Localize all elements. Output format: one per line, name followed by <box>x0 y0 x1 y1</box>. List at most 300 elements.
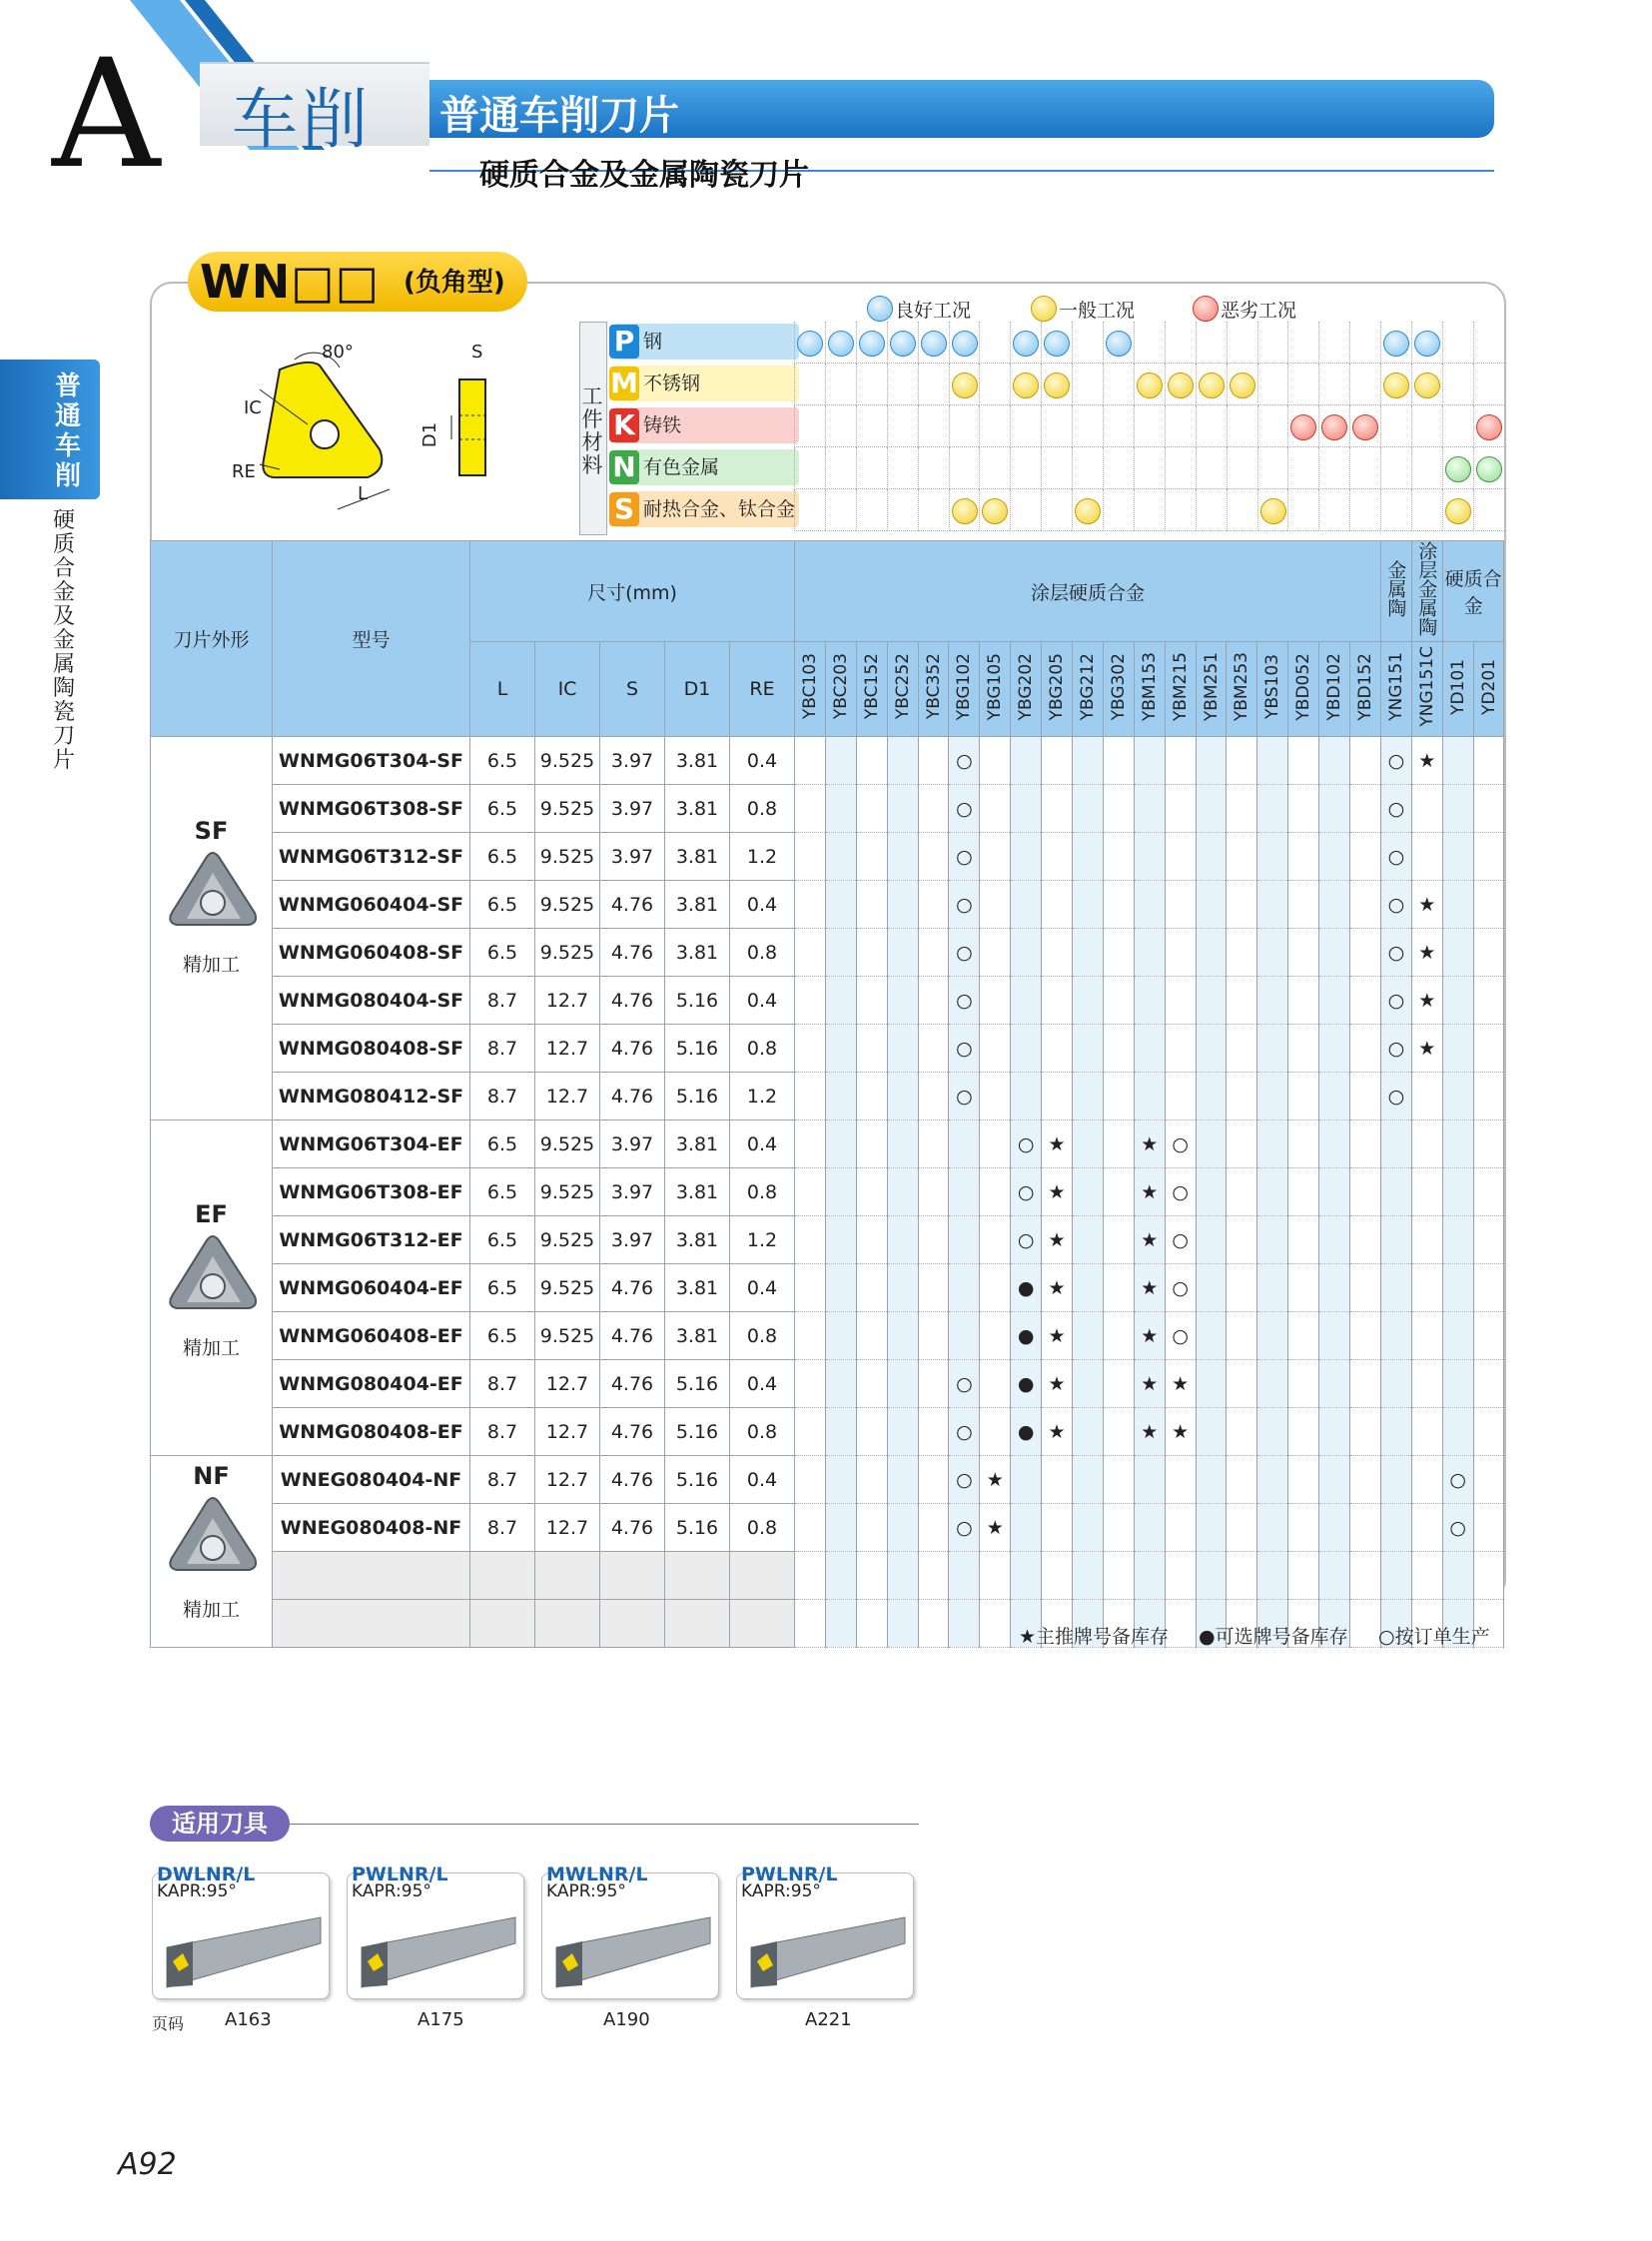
material-grid-cell <box>1165 322 1196 364</box>
tool-holder-icon <box>737 1907 911 1997</box>
material-grid-cell <box>794 489 825 531</box>
grade-cell <box>1165 1456 1196 1504</box>
dim-cell: 3.81 <box>665 833 730 881</box>
grade-cell <box>1319 1264 1350 1312</box>
dim-cell: 0.8 <box>730 1312 795 1360</box>
grade-label: YNG151C <box>1416 646 1437 727</box>
grade-cell <box>1288 1360 1319 1408</box>
grade-cell <box>918 1168 949 1216</box>
grade-cell: ○ <box>949 833 980 881</box>
grade-cell <box>825 1456 856 1504</box>
material-grid-cell <box>1010 489 1041 531</box>
chapter-title: 车削 <box>232 81 372 158</box>
grade-cell <box>1319 1073 1350 1120</box>
grade-cell <box>1227 833 1257 881</box>
grade-label: YBG302 <box>1108 652 1129 721</box>
dim-cell: 3.81 <box>665 929 730 977</box>
dim-cell: 0.4 <box>730 977 795 1025</box>
grade-cell: ★ <box>1165 1408 1196 1456</box>
condition-icon <box>952 498 978 524</box>
grade-cell <box>1165 785 1196 833</box>
grade-cell: ○ <box>1165 1264 1196 1312</box>
grade-cell <box>856 1073 887 1120</box>
grade-cell: ○ <box>1380 881 1411 929</box>
condition-icon <box>1414 331 1440 357</box>
grade-cell <box>1073 833 1104 881</box>
dim-cell: 6.5 <box>470 833 535 881</box>
grade-cell <box>1257 1216 1288 1264</box>
grade-cell <box>1073 737 1104 785</box>
material-grid-cell <box>1349 364 1380 405</box>
grade-cell <box>1473 1456 1504 1504</box>
grade-cell: ★ <box>1042 1264 1073 1312</box>
grade-cell <box>949 1168 980 1216</box>
grade-label: YBG105 <box>985 652 1006 721</box>
grade-cell <box>1257 1025 1288 1073</box>
grade-cell <box>1442 833 1473 881</box>
grade-cell <box>1227 1456 1257 1504</box>
group-code: EF <box>195 1200 228 1228</box>
material-name-s: 耐热合金、钛合金 <box>643 498 796 520</box>
grade-cell <box>1103 1552 1134 1600</box>
grade-cell <box>1442 1168 1473 1216</box>
table-row <box>151 1456 1504 1504</box>
diagram-d1-label: D1 <box>419 421 441 448</box>
condition-icon <box>952 373 978 398</box>
grade-cell <box>1042 833 1073 881</box>
chapter-letter: A <box>52 28 161 202</box>
grade-cell <box>918 1073 949 1120</box>
grade-cell <box>1227 1025 1257 1073</box>
grade-cell <box>1196 1264 1227 1312</box>
dim-cell: 0.4 <box>730 1120 795 1168</box>
grade-cell <box>856 1025 887 1073</box>
model-cell: WNEG080408-NF <box>273 1504 470 1552</box>
grade-cell: ○ <box>949 977 980 1025</box>
grade-cell <box>1319 737 1350 785</box>
grade-cell <box>1442 1360 1473 1408</box>
header-cermet <box>1380 541 1411 642</box>
table-row <box>151 977 1504 1025</box>
grade-cell <box>887 977 918 1025</box>
grade-cell <box>1257 881 1288 929</box>
good-condition-label: 良好工况 <box>895 300 972 322</box>
dim-cell: 0.8 <box>730 929 795 977</box>
grade-cell <box>1319 1456 1350 1504</box>
material-grid-cell <box>825 489 856 531</box>
spec-table <box>150 540 1504 1648</box>
material-grid-cell <box>1318 322 1349 364</box>
tool-name: MWLNR/L <box>546 1864 648 1885</box>
grade-cell <box>1042 737 1073 785</box>
grade-cell <box>1073 1408 1104 1456</box>
grade-cell <box>825 1504 856 1552</box>
grade-cell <box>887 1552 918 1600</box>
grade-cell <box>949 1120 980 1168</box>
dim-cell: 6.5 <box>470 1168 535 1216</box>
grade-label: YBM253 <box>1232 651 1252 722</box>
model-cell: WNEG080404-NF <box>273 1456 470 1504</box>
grade-cell <box>1411 1408 1442 1456</box>
grade-cell <box>1011 929 1042 977</box>
grade-cell <box>856 785 887 833</box>
grade-cell <box>1134 1073 1165 1120</box>
material-name-k: 铸铁 <box>643 414 682 436</box>
grade-cell <box>1103 1456 1134 1504</box>
tool-card[interactable] <box>152 1864 330 1999</box>
grade-cell <box>1134 785 1165 833</box>
tool-card[interactable] <box>347 1864 524 1999</box>
dim-cell <box>665 1600 730 1648</box>
material-name-p: 钢 <box>643 331 663 353</box>
grade-cell <box>1073 977 1104 1025</box>
material-grid-cell <box>1134 447 1165 489</box>
material-grid-cell <box>1318 489 1349 531</box>
grade-cell: ○ <box>949 737 980 785</box>
dim-cell: 0.4 <box>730 881 795 929</box>
dim-cell: 0.8 <box>730 785 795 833</box>
grade-cell <box>1042 929 1073 977</box>
grade-cell: ○ <box>1165 1216 1196 1264</box>
grade-cell <box>1042 1456 1073 1504</box>
grade-cell <box>1196 1456 1227 1504</box>
material-grid-cell <box>1257 364 1288 405</box>
grade-cell: ○ <box>949 1456 980 1504</box>
grade-cell <box>1288 1312 1319 1360</box>
material-grid-cell <box>1134 322 1165 364</box>
grade-cell <box>887 1600 918 1648</box>
grade-cell <box>1350 881 1381 929</box>
grade-cell <box>856 1408 887 1456</box>
grade-cell <box>1042 1552 1073 1600</box>
grade-cell <box>825 929 856 977</box>
subtitle: 硬质合金及金属陶瓷刀片 <box>479 158 809 193</box>
grade-cell <box>795 1552 826 1600</box>
dim-cell: 0.8 <box>730 1408 795 1456</box>
grade-cell <box>1380 1168 1411 1216</box>
grade-label: YBD052 <box>1293 652 1314 721</box>
material-grid-cell <box>1196 322 1227 364</box>
condition-icon <box>1075 498 1101 524</box>
material-grid-cell <box>1041 489 1072 531</box>
grade-cell <box>825 1264 856 1312</box>
grade-cell <box>980 929 1011 977</box>
grade-cell <box>887 1025 918 1073</box>
tool-page-number: A175 <box>417 2009 464 2030</box>
grade-cell <box>1257 1360 1288 1408</box>
grade-cell <box>1073 1360 1104 1408</box>
dim-cell: 6.5 <box>470 1264 535 1312</box>
dim-cell: 3.97 <box>600 1216 665 1264</box>
grade-cell <box>1257 1312 1288 1360</box>
tool-kapr: KAPR:95° <box>157 1881 237 1901</box>
grade-cell <box>1042 881 1073 929</box>
tool-card[interactable] <box>736 1864 914 1999</box>
table-row <box>151 929 1504 977</box>
material-name-n: 有色金属 <box>643 456 720 478</box>
material-grid-cell <box>949 405 980 447</box>
grade-cell <box>1257 1073 1288 1120</box>
grade-cell: ★ <box>1411 881 1442 929</box>
material-letter-m: M <box>610 367 638 399</box>
header-dim-l: L <box>470 642 535 737</box>
dim-cell: 9.525 <box>535 1168 600 1216</box>
dim-cell: 3.81 <box>665 1216 730 1264</box>
grade-cell <box>1319 1552 1350 1600</box>
material-letter-s: S <box>609 492 639 526</box>
grade-label: YBC152 <box>861 653 882 720</box>
grade-cell: ★ <box>1134 1360 1165 1408</box>
grade-cell <box>1288 1504 1319 1552</box>
grade-cell <box>795 1073 826 1120</box>
grade-cell: ○ <box>949 785 980 833</box>
grade-cell <box>1442 1312 1473 1360</box>
grade-cell <box>1350 1600 1381 1648</box>
condition-icon <box>828 331 854 357</box>
grade-cell <box>1257 977 1288 1025</box>
grade-cell <box>1196 929 1227 977</box>
grade-cell <box>1288 1120 1319 1168</box>
grade-cell <box>887 1504 918 1552</box>
grade-cell <box>795 1168 826 1216</box>
material-grid-cell <box>794 447 825 489</box>
material-letter-k: K <box>609 408 639 442</box>
grade-cell <box>856 1456 887 1504</box>
grade-cell <box>887 833 918 881</box>
condition-icon <box>1352 414 1378 440</box>
header-cermet-label: 金属陶 <box>1384 560 1407 617</box>
grade-cell <box>1411 1168 1442 1216</box>
grade-cell <box>1227 1552 1257 1600</box>
grade-cell <box>918 1408 949 1456</box>
model-cell: WNMG080408-SF <box>273 1025 470 1073</box>
group-cell-nf <box>151 1456 273 1648</box>
grade-cell <box>1473 1025 1504 1073</box>
grade-cell <box>1134 977 1165 1025</box>
tool-card[interactable] <box>541 1864 719 1999</box>
header-coated-cermet <box>1411 541 1442 642</box>
grade-cell <box>1103 977 1134 1025</box>
dim-cell: 8.7 <box>470 1073 535 1120</box>
grade-cell <box>1196 1312 1227 1360</box>
material-grid-cell <box>1257 447 1288 489</box>
tool-holder-icon <box>348 1907 521 1997</box>
grade-cell <box>1011 1025 1042 1073</box>
table-row <box>151 881 1504 929</box>
grade-cell <box>1196 977 1227 1025</box>
grade-cell <box>825 1120 856 1168</box>
grade-cell <box>1288 1552 1319 1600</box>
grade-cell <box>887 737 918 785</box>
dim-cell: 6.5 <box>470 1216 535 1264</box>
grade-cell <box>980 1312 1011 1360</box>
grade-cell <box>795 1408 826 1456</box>
material-grid-cell <box>918 405 949 447</box>
grade-cell <box>1319 1120 1350 1168</box>
dim-cell: 4.76 <box>600 977 665 1025</box>
grade-cell <box>1227 1408 1257 1456</box>
grade-cell: ○ <box>1165 1168 1196 1216</box>
grade-cell <box>980 1120 1011 1168</box>
grade-cell <box>1042 785 1073 833</box>
grade-cell <box>795 1600 826 1648</box>
grade-cell: ○ <box>1380 1073 1411 1120</box>
grade-cell: ★ <box>980 1456 1011 1504</box>
material-grid-cell <box>1287 447 1318 489</box>
table-row <box>151 833 1504 881</box>
grade-cell <box>1073 929 1104 977</box>
grade-cell <box>918 1600 949 1648</box>
grade-cell <box>918 1552 949 1600</box>
grade-cell <box>918 881 949 929</box>
grade-cell <box>980 881 1011 929</box>
diagram-ic-label: IC <box>244 397 262 418</box>
condition-icon <box>1445 498 1471 524</box>
grade-cell <box>856 1168 887 1216</box>
header-grade <box>825 642 856 737</box>
bad-condition-icon <box>1193 296 1219 322</box>
dim-cell: 1.2 <box>730 1216 795 1264</box>
condition-icon <box>890 331 916 357</box>
condition-icon <box>1260 498 1286 524</box>
model-cell: WNMG06T304-EF <box>273 1120 470 1168</box>
dim-cell: 9.525 <box>535 1312 600 1360</box>
material-grid-cell <box>1165 489 1196 531</box>
header-grade <box>1073 642 1104 737</box>
grade-cell: ○ <box>1380 833 1411 881</box>
grade-cell <box>1442 785 1473 833</box>
grade-cell <box>1442 1073 1473 1120</box>
material-grid-cell <box>1103 447 1134 489</box>
grade-cell: ○ <box>949 1025 980 1073</box>
grade-cell <box>1442 929 1473 977</box>
grade-cell <box>1257 1552 1288 1600</box>
sidebar-sub-label: 硬质合金及金属陶瓷刀片 <box>52 508 75 773</box>
condition-icon <box>1445 456 1471 482</box>
dim-cell: 4.76 <box>600 1408 665 1456</box>
dim-cell <box>600 1552 665 1600</box>
material-axis-label: 工件材料 <box>581 384 603 477</box>
grade-cell <box>949 1600 980 1648</box>
material-grid-cell <box>1196 447 1227 489</box>
dim-cell: 3.81 <box>665 1312 730 1360</box>
grade-cell <box>1042 1025 1073 1073</box>
grade-cell: ★ <box>1134 1216 1165 1264</box>
grade-cell <box>1350 1120 1381 1168</box>
model-cell: WNMG060408-EF <box>273 1312 470 1360</box>
grade-cell <box>918 1216 949 1264</box>
grade-cell: ★ <box>1134 1168 1165 1216</box>
grade-cell: ★ <box>1165 1360 1196 1408</box>
condition-icon <box>952 331 978 357</box>
dim-cell: 12.7 <box>535 1025 600 1073</box>
grade-cell <box>856 1600 887 1648</box>
dim-cell: 4.76 <box>600 929 665 977</box>
grade-label: YBS103 <box>1262 654 1283 719</box>
material-grid-cell <box>1349 322 1380 364</box>
grade-cell <box>1073 785 1104 833</box>
grade-cell <box>1134 1456 1165 1504</box>
condition-icon <box>1168 373 1194 398</box>
material-grid-cell <box>887 405 918 447</box>
dim-cell: 12.7 <box>535 977 600 1025</box>
material-grid-cell <box>825 405 856 447</box>
grade-cell <box>1165 881 1196 929</box>
grade-cell <box>1442 1216 1473 1264</box>
grade-cell <box>1011 833 1042 881</box>
grade-cell <box>825 1408 856 1456</box>
condition-icon <box>1044 331 1070 357</box>
grade-label: YBD152 <box>1354 652 1375 721</box>
grade-cell <box>1134 929 1165 977</box>
material-row-m <box>613 366 799 401</box>
grade-label: YBD102 <box>1324 652 1345 721</box>
dim-cell: 3.97 <box>600 1168 665 1216</box>
condition-icon <box>1137 373 1163 398</box>
grade-cell <box>1042 1073 1073 1120</box>
material-grid-cell <box>1227 405 1257 447</box>
dim-cell <box>535 1552 600 1600</box>
grade-cell <box>1411 1312 1442 1360</box>
material-grid-cell <box>887 447 918 489</box>
grade-cell <box>1442 881 1473 929</box>
grade-cell <box>1473 1216 1504 1264</box>
grade-cell <box>1073 881 1104 929</box>
grade-label: YBC203 <box>830 653 851 720</box>
grade-cell <box>1442 1264 1473 1312</box>
bad-condition-label: 恶劣工况 <box>1221 300 1297 322</box>
tool-name: DWLNR/L <box>157 1864 256 1885</box>
material-grid-cell <box>1411 489 1442 531</box>
grade-cell <box>1380 1552 1411 1600</box>
header-grade <box>1288 642 1319 737</box>
grade-cell <box>1011 1456 1042 1504</box>
grade-cell <box>1196 1168 1227 1216</box>
material-grid-cell <box>1134 405 1165 447</box>
grade-cell <box>1227 1168 1257 1216</box>
dim-cell: 9.525 <box>535 833 600 881</box>
grade-cell <box>980 785 1011 833</box>
grade-cell <box>1288 1073 1319 1120</box>
header-shape: 刀片外形 <box>151 541 273 737</box>
grade-cell <box>1288 929 1319 977</box>
header-dim-d1: D1 <box>665 642 730 737</box>
grade-cell <box>918 833 949 881</box>
dim-cell: 9.525 <box>535 1264 600 1312</box>
grade-cell <box>1257 785 1288 833</box>
grade-cell <box>918 1120 949 1168</box>
grade-cell <box>980 833 1011 881</box>
dim-cell: 12.7 <box>535 1073 600 1120</box>
grade-cell <box>1350 785 1381 833</box>
grade-cell <box>1473 1552 1504 1600</box>
grade-cell: ★ <box>1411 977 1442 1025</box>
grade-cell <box>1073 1312 1104 1360</box>
diagram-angle-label: 80° <box>322 342 354 363</box>
grade-cell <box>1042 1504 1073 1552</box>
material-grid-cell <box>1411 447 1442 489</box>
grade-cell <box>795 1120 826 1168</box>
grade-cell <box>887 1216 918 1264</box>
grade-cell <box>1473 1312 1504 1360</box>
grade-cell <box>1319 1408 1350 1456</box>
model-cell: WNMG06T304-SF <box>273 737 470 785</box>
grade-cell <box>1411 1073 1442 1120</box>
grade-cell <box>1011 1504 1042 1552</box>
grade-cell <box>1165 1073 1196 1120</box>
grade-cell <box>1350 977 1381 1025</box>
model-cell: WNMG060408-SF <box>273 929 470 977</box>
